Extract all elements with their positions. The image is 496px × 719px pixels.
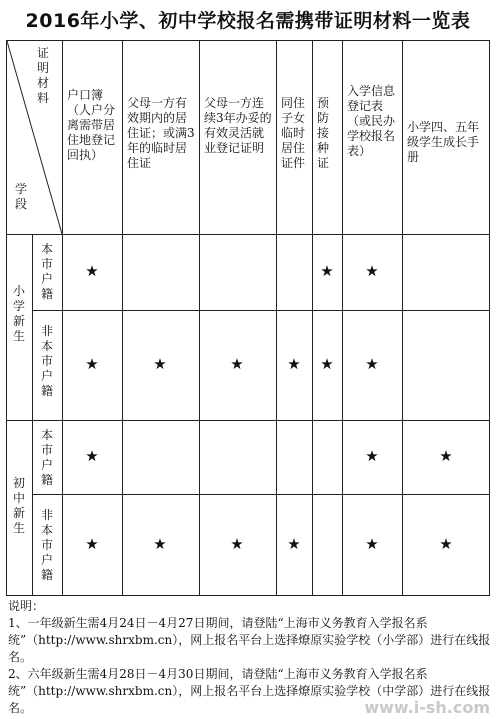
mark-star: ★ [85,262,99,280]
table-border-right [489,40,490,596]
mark-star: ★ [365,535,379,553]
mark-star: ★ [85,355,99,373]
col-header-child-permit: 同住子女临时居住证件 [281,96,306,170]
group-line [6,420,490,421]
row-line-1 [32,310,490,311]
corner-top-label: 证明材料 [36,46,49,105]
mark-star: ★ [287,535,301,553]
mark-star: ★ [365,262,379,280]
mark-star: ★ [365,447,379,465]
row-label-junior-local: 本市户籍 [40,428,53,487]
mark-star: ★ [320,262,334,280]
group-label-junior: 初中新生 [12,476,25,535]
mark-star: ★ [439,447,453,465]
mark-star: ★ [287,355,301,373]
page-title: 2016年小学、初中学校报名需携带证明材料一览表 [25,10,471,32]
notes-heading: 说明： [8,599,45,613]
row-label-junior-nonlocal: 非本市户籍 [40,508,53,582]
corner-bottom-label: 学段 [14,182,27,211]
mark-star: ★ [230,535,244,553]
col-header-residence-permit: 父母一方有效期内的居住证；或满3年的临时居住证 [127,96,195,170]
col-header-household-register: 户口簿（人户分离需带居住地登记回执） [67,88,116,162]
note-item-2: 2、六年级新生需4月28日－4月30日期间，请登陆“上海市义务教育入学报名系统”（http://www.shrxbm.cn），网上报名平台上选择燎原实验学校（中学部）进行在线报名。 [8,667,491,715]
requirements-table [6,40,490,595]
row-line-3 [32,494,490,495]
note-item-1: 1、一年级新生需4月24日－4月27日期间，请登陆“上海市义务教育入学报名系统”（http://www.shrxbm.cn），网上报名平台上选择燎原实验学校（小学部）进行在线报名。 [8,616,491,664]
mark-star: ★ [439,535,453,553]
group-label-primary: 小学新生 [12,284,25,343]
table-border-bottom [6,595,490,596]
group-col-line [32,234,33,596]
mark-star: ★ [153,535,167,553]
col-header-growth-handbook: 小学四、五年级学生成长手册 [407,120,480,164]
mark-star: ★ [230,355,244,373]
col-header-enrollment-form: 入学信息登记表（或民办学校报名表） [347,84,396,158]
col-header-vaccination: 预防接种证 [317,96,330,170]
row-label-primary-nonlocal: 非本市户籍 [40,324,53,398]
table-border-top [6,40,490,41]
row-label-primary-local: 本市户籍 [40,242,53,301]
mark-star: ★ [365,355,379,373]
col-header-employment-proof: 父母一方连续3年办妥的有效灵活就业登记证明 [204,96,272,155]
mark-star: ★ [320,355,334,373]
mark-star: ★ [85,447,99,465]
mark-star: ★ [153,355,167,373]
watermark: www.i-sh.com [364,698,490,717]
mark-star: ★ [85,535,99,553]
header-row-line [6,234,490,235]
